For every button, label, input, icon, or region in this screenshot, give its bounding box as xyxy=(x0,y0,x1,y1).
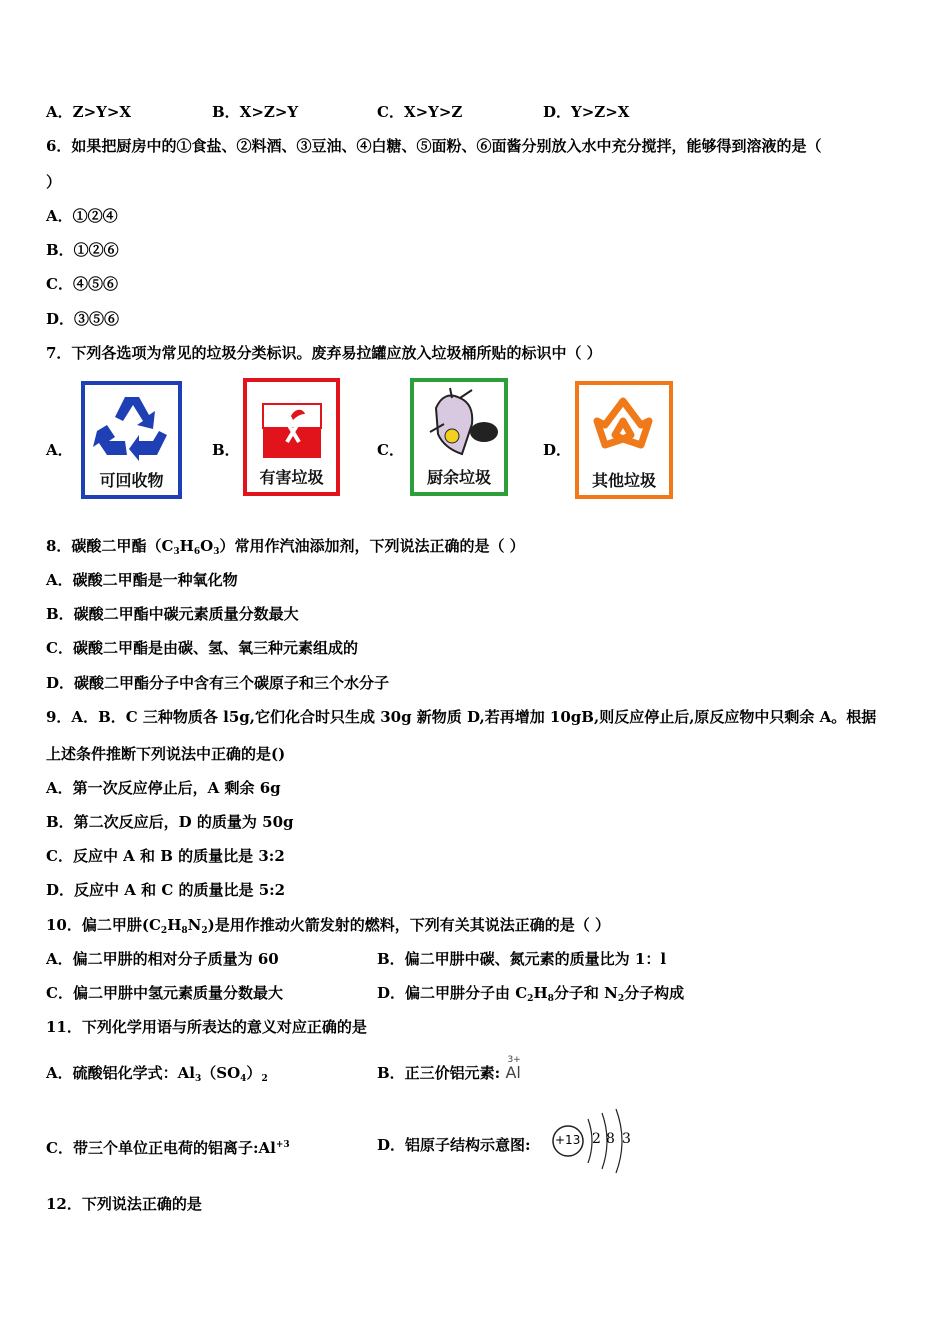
shell-3-electrons: 3 xyxy=(622,1131,631,1147)
q10-option-c: C．偏二甲肼中氢元素质量分数最大 xyxy=(46,984,283,1002)
aluminum-symbol: Al xyxy=(505,1063,521,1082)
q9-option-a: A．第一次反应停止后，A 剩余 6g xyxy=(46,779,281,797)
q7-letter-a: A． xyxy=(46,441,73,459)
valence-label: 3+ xyxy=(507,1055,521,1065)
q10-option-b: B．偏二甲肼中碳、氮元素的质量比为 1：l xyxy=(377,950,667,968)
q11-option-d: D．铝原子结构示意图: xyxy=(377,1136,531,1154)
q6-stem-end: ） xyxy=(46,173,62,191)
q10-option-d: D．偏二甲肼分子由 $C_2H_8$分子和 $N_2$分子构成 xyxy=(377,984,685,1004)
q9-option-b: B．第二次反应后，D 的质量为 50g xyxy=(46,813,294,831)
q8-option-c: C．碳酸二甲酯是由碳、氢、氧三种元素组成的 xyxy=(46,639,358,657)
q7-sign-label-b: 有害垃圾 xyxy=(259,468,324,487)
q7-sign-hazardous xyxy=(243,378,340,496)
q5-option-a: A．Z>Y>X xyxy=(46,103,132,121)
recycle-icon xyxy=(85,389,178,469)
q7-sign-food-waste xyxy=(410,378,508,496)
q11-stem: 11．下列化学用语与所表达的意义对应正确的是 xyxy=(46,1018,367,1036)
q9-stem-line1: 9．A．B．C 三种物质各 l5g,它们化合时只生成 30g 新物质 D,若再增加 10gB,则反应停止后,原反应物中只剩余 A。根据 xyxy=(46,708,877,726)
q7-sign-label-c: 厨余垃圾 xyxy=(426,468,491,487)
q8-option-d: D．碳酸二甲酯分子中含有三个碳原子和三个水分子 xyxy=(46,674,390,692)
q7-letter-c: C． xyxy=(377,441,404,459)
q11-option-b: B．正三价铝元素: Al 3+ xyxy=(377,1063,521,1083)
atom-structure-diagram xyxy=(548,1105,638,1175)
q6-option-c: C．④⑤⑥ xyxy=(46,275,118,293)
q9-stem-line2: 上述条件推断下列说法中正确的是() xyxy=(46,745,286,763)
shell-2-electrons: 8 xyxy=(606,1131,615,1147)
q6-option-a: A．①②④ xyxy=(46,207,118,225)
other-waste-icon xyxy=(579,387,669,467)
q5-option-c: C．X>Y>Z xyxy=(377,103,463,121)
q7-letter-b: B． xyxy=(212,441,240,459)
q9-option-c: C．反应中 A 和 B 的质量比是 3:2 xyxy=(46,847,285,865)
q7-stem: 7．下列各选项为常见的垃圾分类标识。废弃易拉罐应放入垃圾桶所贴的标识中（ ） xyxy=(46,344,602,362)
q7-sign-other-waste xyxy=(575,381,673,499)
q7-letter-d: D． xyxy=(543,441,572,459)
food-waste-icon xyxy=(414,384,504,464)
q11-option-c: C．带三个单位正电荷的铝离子$:Al^{+3}$ xyxy=(46,1139,290,1157)
q8-option-a: A．碳酸二甲酯是一种氧化物 xyxy=(46,571,238,589)
q8-stem: 8．碳酸二甲酯$(C_3H_6O_3)$常用作汽油添加剂，下列说法正确的是（ ） xyxy=(46,537,525,557)
q10-stem: 10．偏二甲肼$(C_2H_8N_2)$是用作推动火箭发射的燃料，下列有关其说法正确的是（ ） xyxy=(46,916,610,936)
q5-option-d: D．Y>Z>X xyxy=(543,103,630,121)
q8-option-b: B．碳酸二甲酯中碳元素质量分数最大 xyxy=(46,605,299,623)
q6-stem: 6．如果把厨房中的①食盐、②料酒、③豆油、④白糖、⑤面粉、⑥面酱分别放入水中充分搅拌，能够得到溶液的是（ xyxy=(46,137,822,155)
q10-option-a: A．偏二甲肼的相对分子质量为 60 xyxy=(46,950,279,968)
q12-stem: 12．下列说法正确的是 xyxy=(46,1195,202,1213)
q7-sign-label-a: 可回收物 xyxy=(99,471,164,490)
q7-sign-label-d: 其他垃圾 xyxy=(591,471,656,490)
hazard-icon xyxy=(247,386,336,462)
q6-option-b: B．①②⑥ xyxy=(46,241,119,259)
q11-option-a: A．硫酸铝化学式：$Al_3(SO_4)_2$ xyxy=(46,1064,268,1084)
shell-1-electrons: 2 xyxy=(592,1131,601,1147)
q5-option-b: B．X>Z>Y xyxy=(212,103,299,121)
nucleus-charge: +13 xyxy=(555,1133,581,1147)
q7-sign-recyclable xyxy=(81,381,182,499)
q9-option-d: D．反应中 A 和 C 的质量比是 5:2 xyxy=(46,881,286,899)
q6-option-d: D．③⑤⑥ xyxy=(46,310,120,328)
